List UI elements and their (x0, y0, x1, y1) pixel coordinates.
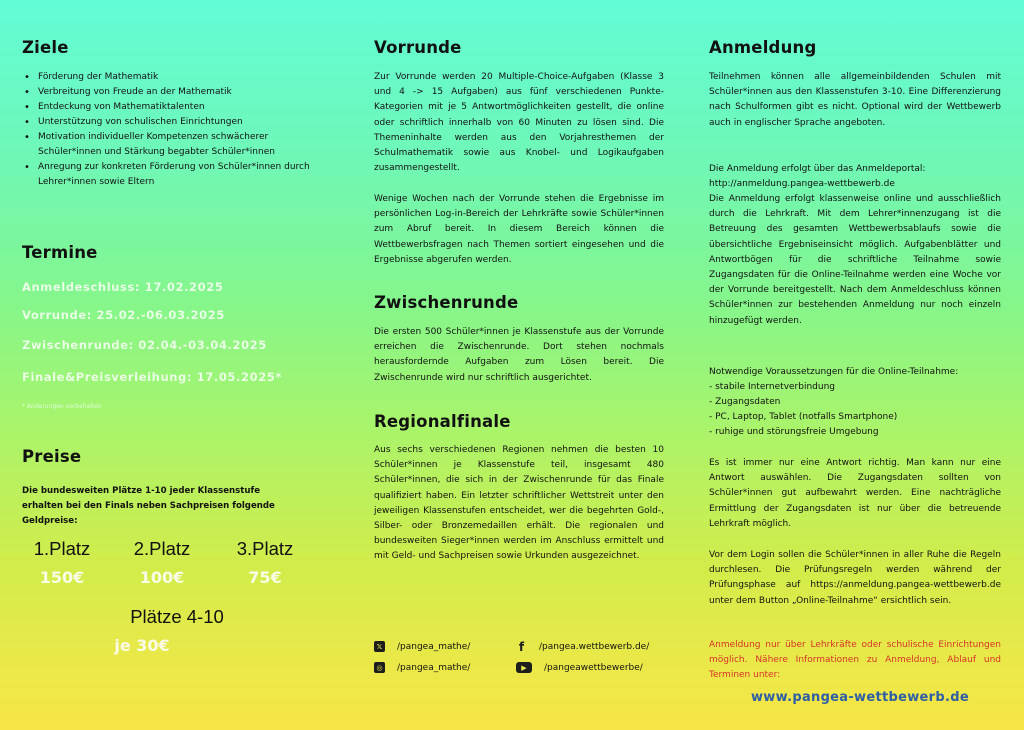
prize-amount-3: 75€ (248, 568, 282, 587)
prize-place-1: 1.Platz (33, 538, 91, 559)
instagram-icon: ◎ (374, 662, 385, 673)
social-handle[interactable]: /pangea_mathe/ (397, 641, 471, 652)
registration-text-1: Teilnehmen können alle allgemeinbildenden Schulen mit Schüler*innen aus den Klassenstufen 3-10. Eine Differenzierung nach Schulformen gibt es nicht. Optional wird der Wettbewerb auch in englischer Sprache angeboten. (709, 72, 1001, 128)
prelim-heading: Vorrunde (374, 38, 462, 57)
goal-item: • Verbreitung von Freude an der Mathematik (22, 85, 322, 100)
social-instagram[interactable] (374, 662, 470, 673)
social-handle[interactable]: /pangea.wettbewerb.de/ (539, 641, 650, 652)
requirement-item: - PC, Laptop, Tablet (notfalls Smartphone) (709, 412, 898, 422)
website-link[interactable]: www.pangea-wettbewerb.de (751, 690, 969, 705)
regional-text: Aus sechs verschiedenen Regionen nehmen die besten 10 Schüler*innen je Klassenstufe teil, insgesamt 480 Schüler*innen, die sich in der Zwischenrunde für das Finale qualifiziert haben. Ein letzter schriftlicher Wettstreit unter den jeweiligen Klassenstufen entscheidet, wer die begehrten Gold-, Silber- oder Bronzemedaillen erhält. Die regionalen und bundesweiten Sieger*innen werden im Anschluss ermittelt und mit Geld- und Sachpreisen sowie Urkunden ausgezeichnet. (374, 445, 664, 562)
intermediate-text: Die ersten 500 Schüler*innen je Klassenstufe aus der Vorrunde erreichen die Zwischenrunde. Dort stehen nochmals herausfordernde Aufgaben zum Lösen bereit. Die Zwischenrunde wird nur schriftlich ausgerichtet. (374, 327, 664, 383)
date-preliminary-round: Vorrunde: 25.02.-06.03.2025 (22, 308, 225, 322)
social-youtube[interactable] (516, 662, 643, 673)
dates-heading: Termine (22, 243, 98, 262)
registration-heading: Anmeldung (709, 38, 817, 57)
social-twitter[interactable] (374, 641, 470, 652)
goal-item: • Förderung der Mathematik (22, 70, 322, 85)
requirement-item: - stabile Internetverbindung (709, 382, 836, 392)
login-rules-text: Vor dem Login sollen die Schüler*innen in aller Ruhe die Regeln durchlesen. Die Prüfungsregeln werden während der Prüfungsphase auf https://anmeldung.pangea-wettbewerb.de unter dem Button „Online-Teilnahme“ ersichtlich sein. (709, 550, 1001, 606)
date-final: Finale&Preisverleihung: 17.05.2025* (22, 370, 283, 384)
prize-amount-rest: je 30€ (114, 636, 170, 655)
goal-item: • Motivation individueller Kompetenzen schwächerer Schüler*innen und Stärkung begabter Schüler*innen (22, 130, 322, 160)
prizes-heading: Preise (22, 447, 82, 466)
regional-heading: Regionalfinale (374, 412, 511, 431)
social-handle[interactable]: /pangea_mathe/ (397, 662, 471, 673)
requirement-item: - Zugangsdaten (709, 397, 781, 407)
requirements-heading: Notwendige Voraussetzungen für die Online-Teilnahme: (709, 367, 959, 377)
prize-place-rest: Plätze 4-10 (130, 606, 224, 627)
dates-footnote: * Änderungen vorbehalten (22, 403, 102, 410)
answer-rules-text: Es ist immer nur eine Antwort richtig. Man kann nur eine Antwort auswählen. Die Zugangsdaten sollten von Schüler*innen gut aufbewahrt werden. Eine nachträgliche Ermittlung der Zugangsdaten ist nur über die betreuende Lehrkraft möglich. (709, 458, 1001, 529)
twitter-icon: 𝕏 (374, 641, 385, 652)
goal-item: • Entdeckung von Mathematiktalenten (22, 100, 322, 115)
requirement-item: - ruhige und störungsfreie Umgebung (709, 427, 879, 437)
youtube-icon: ▶ (516, 662, 532, 673)
goals-list (22, 70, 322, 190)
registration-note: Anmeldung nur über Lehrkräfte oder schulische Einrichtungen möglich. Nähere Informationen zu Anmeldung, Ablauf und Terminen unter: (709, 640, 1001, 681)
prize-place-2: 2.Platz (133, 538, 191, 559)
prelim-text-2: Wenige Wochen nach der Vorrunde stehen die Ergebnisse im persönlichen Log-in-Bereich der Lehrkräfte sowie Schüler*innen zum Abruf bereit. In diesem Bereich können die Wettbewerbsfragen nach Themen sortiert eingesehen und die Ergebnisse abgerufen werden. (374, 194, 664, 265)
date-intermediate-round: Zwischenrunde: 02.04.-03.04.2025 (22, 338, 267, 352)
prize-amount-2: 100€ (139, 568, 185, 587)
prizes-intro: Die bundesweiten Plätze 1-10 jeder Klassenstufe erhalten bei den Finals neben Sachpreisen folgende Geldpreise: (22, 486, 275, 527)
registration-text-2: Die Anmeldung erfolgt klassenweise online und ausschließlich durch die Lehrkraft. Mit dem Lehrer*innenzugang ist die Betreuung des gesamten Wettbewerbsablaufs sowie die übersichtliche Ergebniseinsicht möglich. Aufgabenblätter und Antwortbögen für die schriftliche Teilnahme sowie Zugangsdaten für die Online-Teilnahme werden eine Woche vor der Vorrunde bereitgestellt. Nach dem Anmeldeschluss können Schüler*innen zur bestehenden Anmeldung nur noch einzeln hinzugefügt werden. (709, 194, 1001, 326)
date-registration-deadline: Anmeldeschluss: 17.02.2025 (22, 280, 224, 294)
prize-place-3: 3.Platz (236, 538, 294, 559)
goal-item: • Anregung zur konkreten Förderung von Schüler*innen durch Lehrer*innen sowie Eltern (22, 160, 322, 190)
registration-portal-intro: Die Anmeldung erfolgt über das Anmeldeportal: (709, 164, 926, 174)
registration-portal-url[interactable]: http://anmeldung.pangea-wettbewerb.de (709, 179, 895, 189)
social-facebook[interactable] (516, 641, 649, 652)
intermediate-heading: Zwischenrunde (374, 293, 519, 312)
facebook-icon: f (518, 639, 525, 654)
goals-heading: Ziele (22, 38, 69, 57)
prelim-text-1: Zur Vorrunde werden 20 Multiple-Choice-Aufgaben (Klasse 3 und 4 -> 15 Aufgaben) aus fünf verschiedenen Punkte-Kategorien mit je 5 Antwortmöglichkeiten gestellt, die online oder schriftlich innerhalb von 60 Minuten zu lösen sind. Die Themeninhalte werden aus den Vorjahresthemen der Schulmathematik sowie aus Knobel- und Logikaufgaben zusammengestellt. (374, 72, 664, 174)
social-handle[interactable]: /pangeawettbewerbe/ (544, 662, 643, 673)
goal-item: • Unterstützung von schulischen Einrichtungen (22, 115, 322, 130)
prize-amount-1: 150€ (39, 568, 85, 587)
